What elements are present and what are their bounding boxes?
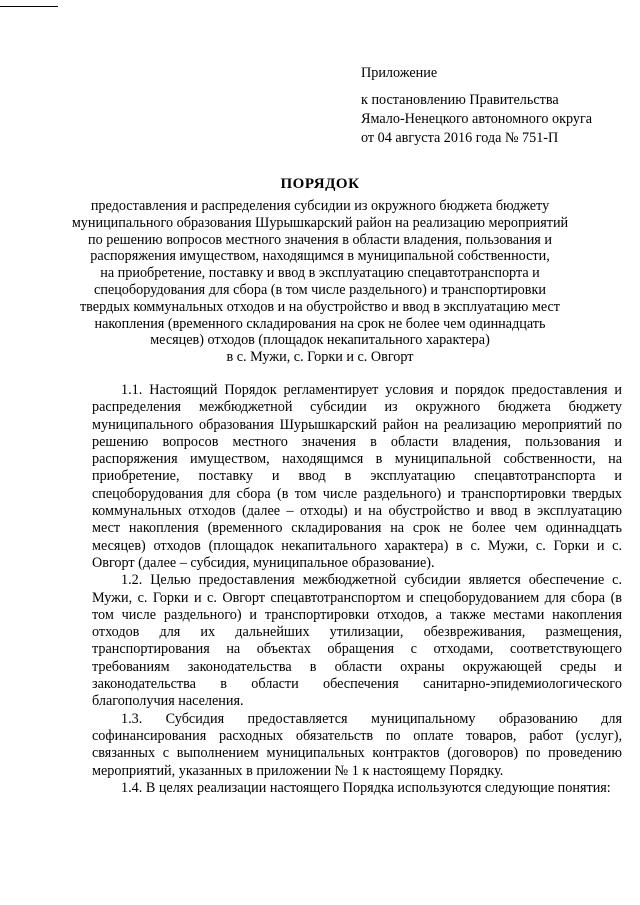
document-subtitle	[70, 198, 570, 366]
subtitle-line: муниципального образования Шурышкарский район на реализацию мероприятий	[71, 214, 569, 231]
subtitle-line: спецоборудования для сбора (в том числе раздельного) и транспортировки	[94, 281, 546, 298]
appendix-line-1: к постановлению Правительства	[361, 92, 559, 108]
subtitle-line: распоряжения имуществом, находящимся в муниципальной собственности,	[90, 248, 550, 265]
paragraph-1-3: 1.3. Субсидия предоставляется муниципальному образованию для софинансирования расходных обязательств по оплате товаров, работ (услуг), связанных с выполнением муниципальных контрактов (договоров) по проведению мероприятий, указанных в приложении № 1 к настоящему Порядку.	[92, 710, 622, 779]
document-body	[92, 382, 622, 797]
subtitle-line: по решению вопросов местного значения в области владения, пользования и	[88, 231, 552, 248]
subtitle-line: твердых коммунальных отходов и на обустройство и ввод в эксплуатацию мест	[79, 298, 561, 315]
paragraph-1-1: 1.1. Настоящий Порядок регламентирует условия и порядок предоставления и распределения межбюджетной субсидии из окружного бюджета бюджету муниципального образования Шурышкарский район на реализацию мероприятий по решению вопросов местного значения в области владения, пользования и распоряжения имуществом, находящимся в муниципальной собственности, на приобретение, поставку и ввод в эксплуатацию спецавтотранспорта и спецоборудования для сбора (в том числе раздельного) и транспортировки твердых коммунальных отходов (далее – отходы) и на обустройство и ввод в эксплуатацию мест накопления (временного складирования на срок не более чем одиннадцать месяцев) отходов (площадок некапитального характера) в с. Мужи, с. Горки и с. Овгорт (далее – субсидия, муниципальное образование).	[92, 382, 622, 571]
appendix-line-3: от 04 августа 2016 года № 751-П	[361, 130, 559, 146]
paragraph-1-2: 1.2. Целью предоставления межбюджетной субсидии является обеспечение с. Мужи, с. Горки и с. Овгорт спецавтотранспортом и спецоборудованием для сбора (в том числе раздельного) и транспортировки отходов, а также местами накопления отходов для их дальнейших утилизации, обезвреживания, размещения, транспортирования на объектах обращения с отходами, соответствующего требованиям законодательства в области охраны окружающей среды и законодательства в области обеспечения санитарно-эпидемиологического благополучия населения.	[92, 572, 622, 710]
appendix-header	[361, 62, 631, 148]
subtitle-line: месяцев) отходов (площадок некапитального характера)	[150, 332, 490, 349]
subtitle-line: накопления (временного складирования на срок не более чем одиннадцать	[94, 315, 546, 332]
document-title: ПОРЯДОК	[280, 176, 360, 192]
subtitle-line: в с. Мужи, с. Горки и с. Овгорт	[226, 349, 414, 366]
top-rule	[0, 6, 58, 7]
subtitle-line: предоставления и распределения субсидии из окружного бюджета бюджету	[90, 198, 550, 214]
subtitle-line: на приобретение, поставку и ввод в эксплуатацию спецавтотранспорта и	[100, 265, 540, 282]
appendix-label: Приложение	[361, 65, 438, 81]
appendix-line-2: Ямало-Ненецкого автономного округа	[361, 111, 593, 127]
paragraph-1-4: 1.4. В целях реализации настоящего Порядка используются следующие понятия:	[121, 779, 611, 796]
